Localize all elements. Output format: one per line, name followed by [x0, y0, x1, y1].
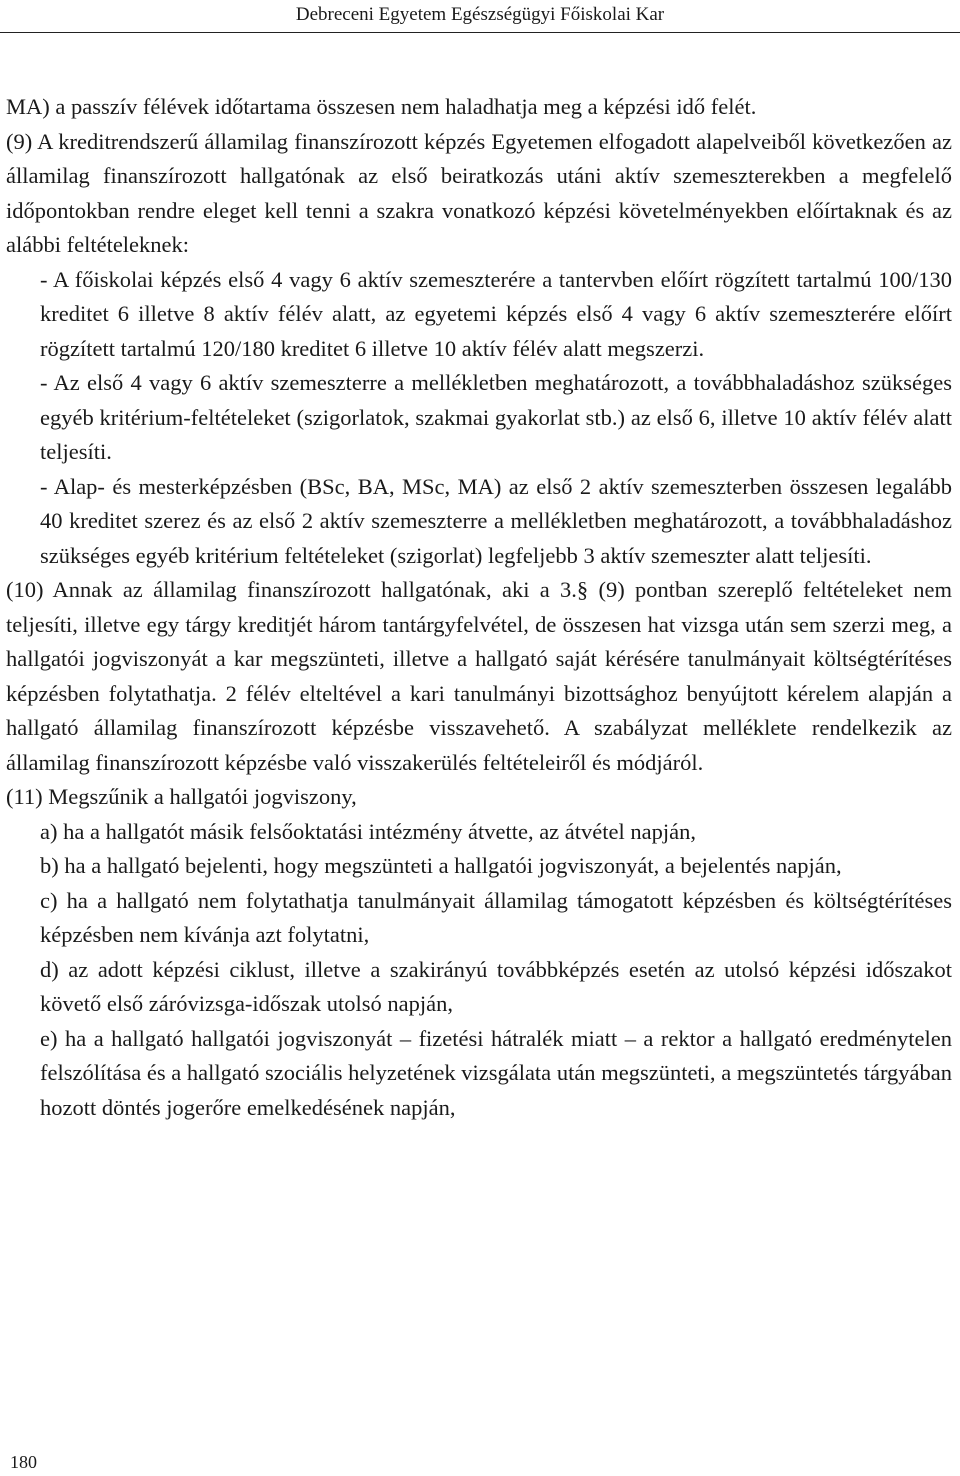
list-item-9-college: - A főiskolai képzés első 4 vagy 6 aktív szemeszterére a tantervben előírt rögzített tartalmú 100/130 kreditet 6 illetve 8 aktív félév alatt, az egyetemi képzés első 4 vagy 6 aktív szemeszterére előírt rögzített tartalmú 120/180 kreditet 6 illetve 10 aktív félév alatt megszerzi. [40, 266, 952, 361]
header-divider [0, 32, 960, 33]
page-number: 180 [10, 1452, 37, 1472]
paragraph-section-11: (11) Megszűnik a hallgatói jogviszony, [6, 784, 357, 809]
document-body [6, 90, 952, 1125]
list-item-11a: a) ha a hallgatót másik felsőoktatási intézmény átvette, az átvétel napján, [40, 818, 696, 844]
paragraph-passive-semesters: MA) a passzív félévek időtartama összesen nem haladhatja meg a képzési idő felét. [6, 94, 757, 119]
list-item-11d: d) az adott képzési ciklust, illetve a szakirányú továbbképzés esetén az utolsó képzési időszakot követő első záróvizsga-időszak utolsó napján, [40, 956, 952, 1016]
list-item-11b: b) ha a hallgató bejelenti, hogy megszünteti a hallgatói jogviszonyát, a bejelentés napján, [40, 853, 842, 878]
paragraph-section-10: (10) Annak az államilag finanszírozott hallgatónak, aki a 3.§ (9) pontban szereplő feltételeket nem teljesíti, illetve egy tárgy kreditjét három tantárgyfelvétel, de összesen hat vizsga után sem szerzi meg, a hallgatói jogviszonyát a kar megszünteti, illetve a hallgató saját kérésére tanulmányait költségtérítéses képzésben folytathatja. 2 félév elteltével a kari tanulmányi bizottsághoz benyújtott kérelem alapján a hallgató államilag finanszírozott képzésbe visszavehető. A szabályzat melléklete rendelkezik az államilag finanszírozott képzésbe való visszakerülés feltételeiről és módjáról. [6, 577, 952, 775]
paragraph-section-9: (9) A kreditrendszerű államilag finanszírozott képzés Egyetemen elfogadott alapelveiből következően az államilag finanszírozott hallgatónak az első beiratkozás utáni aktív szemeszterekben a megfelelő időpontokban rendre eleget kell tenni a szakra vonatkozó képzési követelményekben előírtaknak és az alábbi feltételeknek: [6, 128, 952, 257]
list-item-11c: c) ha a hallgató nem folytathatja tanulmányait államilag támogatott képzésben és költségtérítéses képzésben nem kívánja azt folytatni, [40, 887, 952, 947]
list-item-9-criteria: - Az első 4 vagy 6 aktív szemeszterre a mellékletben meghatározott, a továbbhaladáshoz szükséges egyéb kritérium-feltételeket (szigorlatok, szakmai gyakorlat stb.) az első 6, illetve 10 aktív félév alatt teljesíti. [40, 370, 952, 464]
list-item-11e: e) ha a hallgató hallgatói jogviszonyát – fizetési hátralék miatt – a rektor a hallgató eredménytelen felszólítása és a hallgató szociális helyzetének vizsgálata után megszünteti, a megszüntetés tárgyában hozott döntés jogerőre emelkedésének napján, [40, 1025, 952, 1120]
running-header [0, 0, 960, 36]
list-item-9-bsc-msc: - Alap- és mesterképzésben (BSc, BA, MSc, MA) az első 2 aktív szemeszterben összesen legalább 40 kreditet szerez és az első 2 aktív szemeszterre a mellékletben meghatározott, a továbbhaladáshoz szükséges egyéb kritérium feltételeket (szigorlat) legfeljebb 3 aktív szemeszter alatt teljesíti. [40, 473, 952, 568]
header-title: Debreceni Egyetem Egészségügyi Főiskolai Kar [295, 4, 665, 25]
